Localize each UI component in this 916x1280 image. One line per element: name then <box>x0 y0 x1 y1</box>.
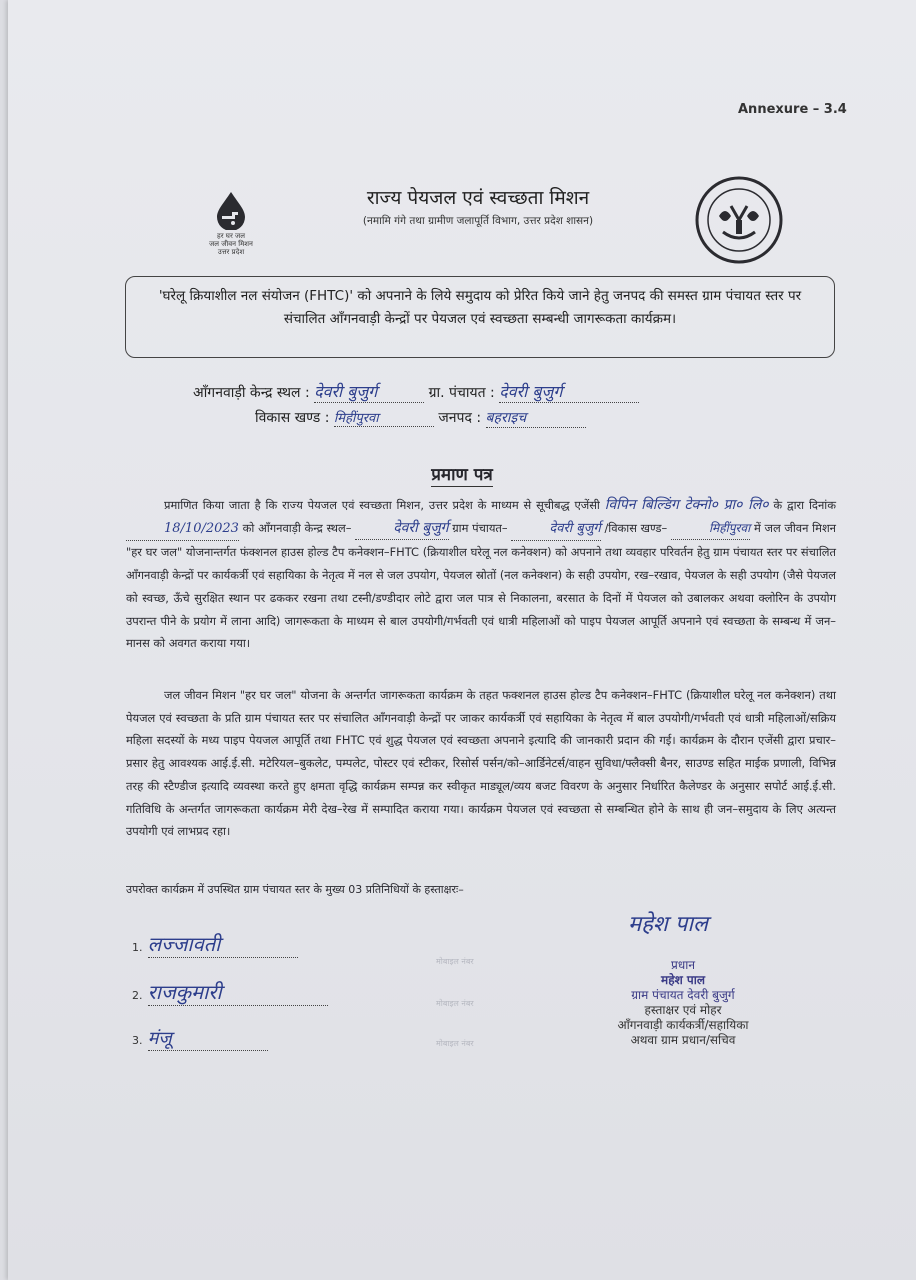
mission-subtitle: (नमामि गंगे तथा ग्रामीण जलापूर्ति विभाग, उत्तर प्रदेश शासन) <box>362 215 594 227</box>
stamp-line-3: ग्राम पंचायत देवरी बुजुर्ग <box>631 988 735 1002</box>
signatory-2: 2. राजकुमारी <box>132 978 328 1006</box>
signatory-2-signature: राजकुमारी <box>148 978 328 1006</box>
program-site: देवरी बुजुर्ग <box>355 517 448 541</box>
har-ghar-jal-logo <box>200 190 262 256</box>
signatory-3: 3. मंजू <box>132 1026 268 1051</box>
block-field-row <box>255 408 586 428</box>
signatories-intro: उपरोक्त कार्यक्रम में उपस्थित ग्राम पंचायत स्तर के मुख्य 03 प्रतिनिधियों के हस्ताक्षरः– <box>126 883 464 896</box>
panchayat-label: ग्रा. पंचायत : <box>428 385 495 401</box>
stamp-line-2: महेश पाल <box>661 973 705 987</box>
pradhan-signature: महेश पाल <box>628 912 708 937</box>
stamp-line-4: हस्ताक्षर एवं मोहर <box>644 1003 722 1017</box>
district-value: बहराइच <box>486 408 586 428</box>
logo-line-2: जल जीवन मिशन <box>209 240 253 248</box>
logo-line-3: उत्तर प्रदेश <box>217 248 245 256</box>
signatory-3-signature: मंजू <box>148 1026 268 1051</box>
mission-title: राज्य पेयजल एवं स्वच्छता मिशन <box>366 187 590 209</box>
anganwadi-field-row <box>193 380 639 403</box>
program-gram-panchayat: देवरी बुजुर्ग <box>511 518 600 542</box>
stamp-line-1: प्रधान <box>671 958 695 972</box>
certificate-paragraph-2: जल जीवन मिशन "हर घर जल" योजना के अन्तर्गत जागरूकता कार्यक्रम के तहत फक्शनल हाउस होल्ड टैप कनेक्शन–FHTC (क्रियाशील घरेलू नल कनेक्शन) तथा पेयजल एवं स्वच्छता के प्रति ग्राम पंचायत स्तर पर संचालित आँगनवाड़ी केन्द्रों पर जाकर कार्यकर्त्री एवं सहायिका के नेतृत्व में बाल उपयोगी/गर्भवती एवं धात्री महिलाओं/सक्रिय महिला सदस्यों के मध्य पाइप पेयजल आपूर्ति तथा FHTC एवं शुद्ध पेयजल एवं स्वच्छता अपनाने इत्यादि की जानकारी प्रदान की गई। कार्यक्रम के दौरान एजेंसी द्वारा प्रचार–प्रसार हेतु आवश्यक आई.ई.सी. मटेरियल–बुकलेट, पम्पलेट, पोस्टर एवं स्टीकर, रिसोर्स पर्सन/को–आर्डिनेटर्स/वाहन सुविधा/फ्लैक्सी बैनर, साउण्ड सहित माईक प्रणाली, विभिन्न तरह की स्टैण्डीज इत्यादि व्यवस्था करते हुए क्षमता वृद्धि कार्यक्रम सम्पन्न कर स्वीकृत माड्यूल/व्यय बजट विवरण के अनुसार निर्धारित कैलेण्डर के अनुसार सपोर्ट आई.ई.सी. गतिविधि के अन्तर्गत जागरूकता कार्यक्रम मेरी देख–रेख में सम्पादित कराया गया। कार्यक्रम पेयजल एवं स्वच्छता से सम्बन्धित होने के साथ ही जन–समुदाय के लिए अत्यन्त उपयोगी एवं लाभप्रद रहा। <box>126 688 836 839</box>
faint-label-1: मोबाइल नंबर <box>436 957 474 966</box>
panchayat-value: देवरी बुजुर्ग <box>499 380 639 403</box>
signatory-1-signature: लज्जावती <box>148 930 298 958</box>
program-block: मिहींपुरवा <box>671 517 750 541</box>
document-page <box>8 0 916 1280</box>
stamp-line-6: अथवा ग्राम प्रधान/सचिव <box>630 1033 736 1047</box>
anganwadi-label: आँगनवाड़ी केन्द्र स्थल : <box>193 385 310 401</box>
block-label: विकास खण्ड : <box>255 410 330 426</box>
faint-label-2: मोबाइल नंबर <box>436 999 474 1008</box>
block-value: मिहींपुरवा <box>334 408 434 427</box>
pradhan-stamp <box>568 958 798 1048</box>
district-label: जनपद : <box>438 410 482 426</box>
certificate-paragraph-1: प्रमाणित किया जाता है कि राज्य पेयजल एवं स्वच्छता मिशन, उत्तर प्रदेश के माध्यम से सूचीबद्ध एजेंसी विपिन बिल्डिंग टेक्नो० प्रा० लि० के द्वारा दिनांक 18/10/2023 को आँगनवाड़ी केन्द्र स्थल– देवरी बुजुर्ग ग्राम पंचायत– देवरी बुजुर्ग /विकास खण्ड– मिहींपुरवा में जल जीवन मिशन "हर घर जल" योजनान्तर्गत फंक्शनल हाउस होल्ड टैप कनेक्शन–FHTC (क्रियाशील घरेलू नल कनेक्शन) को अपनाने तथा व्यवहार परिवर्तन हेतु ग्राम पंचायत स्तर पर संचालित आँगनवाड़ी केन्द्रों पर कार्यकर्त्री एवं सहायिका के नेतृत्व में नल से जल उपयोग, पेयजल स्रोतों (नल कनेक्शन) के सही उपयोग, रख–रखाव, पेयजल के सही उपयोग (जैसे पेयजल को स्वच्छ, ऊँचे सुरक्षित स्थान पर ढककर रखना तथा टस्नी/डण्डीदार लोटे द्वारा जल पात्र से निकालना, बरसात के दिनों में पेयजल को उबालकर अथवा क्लोरिन के उपयोग उपरान्त पीने के प्रयोग में लाना आदि) जागरूकता के माध्यम से बाल उपयोगी/गर्भवती एवं धात्री महिलाओं को पाइप पेयजल आपूर्ति अपनाने एवं स्वच्छता के सम्बन्ध में जन–मानस को अवगत कराया गया। <box>126 497 837 651</box>
certificate-title: प्रमाण पत्र <box>431 465 493 485</box>
stamp-line-5: आँगनवाड़ी कार्यकर्त्री/सहायिका <box>617 1018 749 1032</box>
uttar-pradesh-emblem-icon <box>695 176 783 264</box>
annexure-label: Annexure – 3.4 <box>738 102 847 117</box>
logo-line-1: हर घर जल <box>217 232 245 240</box>
program-date: 18/10/2023 <box>126 518 239 542</box>
anganwadi-value: देवरी बुजुर्ग <box>314 380 424 403</box>
faint-label-3: मोबाइल नंबर <box>436 1039 474 1048</box>
water-drop-icon <box>211 190 251 230</box>
program-title-box: 'घरेलू क्रियाशील नल संयोजन (FHTC)' को अपनाने के लिये समुदाय को प्रेरित किये जाने हेतु जनपद की समस्त ग्राम पंचायत स्तर पर संचालित आँगनवाड़ी केन्द्रों पर पेयजल एवं स्वच्छता सम्बन्धी जागरूकता कार्यक्रम। <box>125 276 835 358</box>
signatory-1: 1. लज्जावती <box>132 930 298 958</box>
agency-name: विपिन बिल्डिंग टेक्नो० प्रा० लि० <box>604 497 769 513</box>
